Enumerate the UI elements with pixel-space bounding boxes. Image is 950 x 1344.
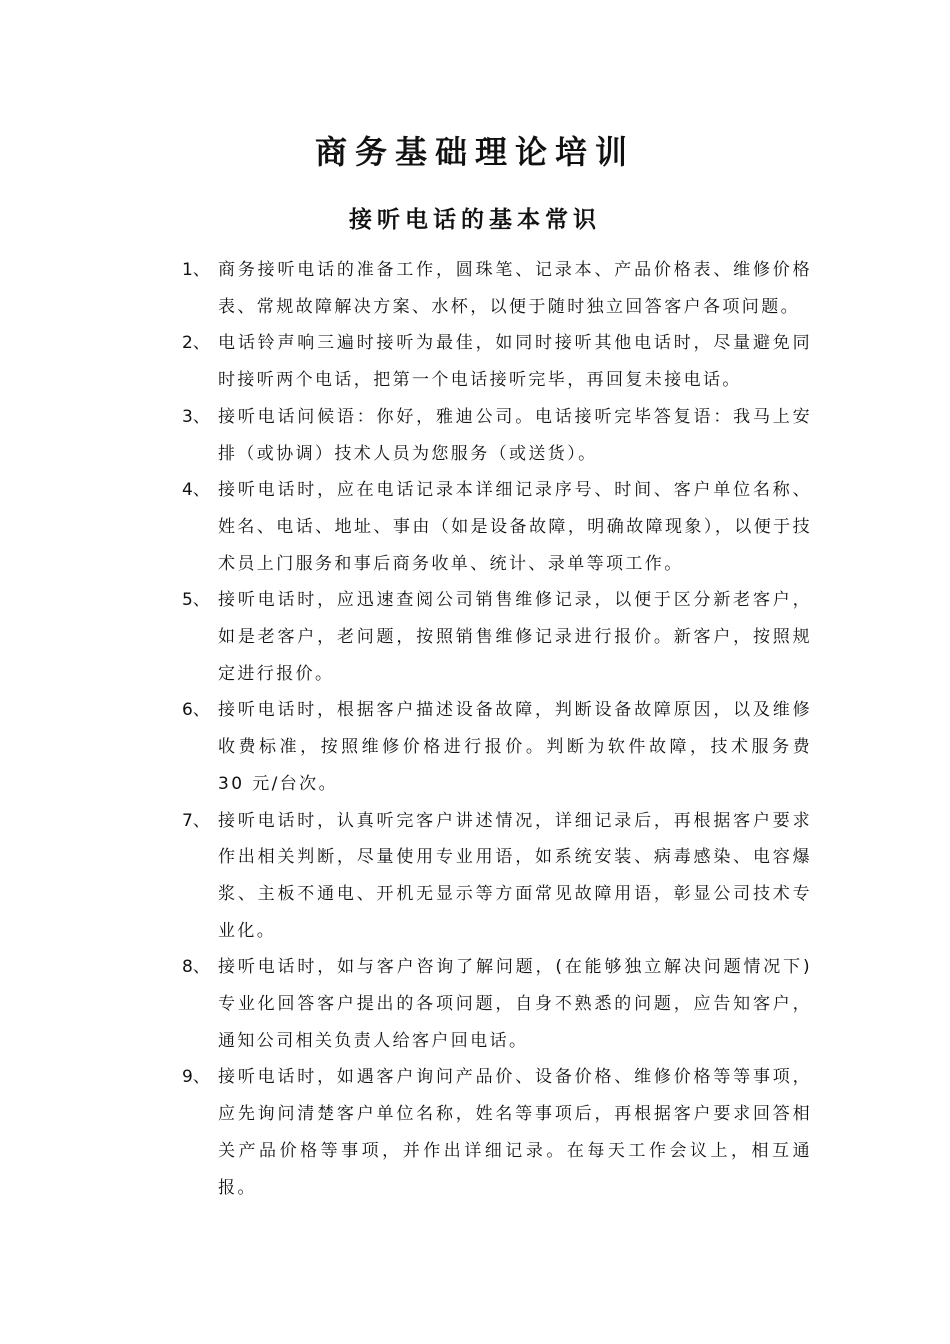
list-item (182, 399, 812, 472)
list-item-text: 接听电话时，应迅速查阅公司销售维修记录，以便于区分新老客户，如是老客户，老问题，按照销售维修记录进行报价。新客户，按照规定进行报价。 (218, 590, 812, 684)
list-item (182, 1059, 812, 1206)
list-item-number: 2、 (182, 333, 210, 354)
list-item-number: 3、 (182, 406, 210, 427)
list-item-number: 6、 (182, 700, 210, 721)
list-item-text: 接听电话时，根据客户描述设备故障，判断设备故障原因，以及维修收费标准，按照维修价格进行报价。判断为软件故障，技术服务费 30 元/台次。 (218, 700, 812, 794)
document-title: 商务基础理论培训 (314, 133, 635, 171)
document-subtitle: 接听电话的基本常识 (349, 207, 601, 233)
list-item-text: 商务接听电话的准备工作，圆珠笔、记录本、产品价格表、维修价格表、常规故障解决方案、水杯，以便于随时独立回答客户各项问题。 (218, 260, 812, 317)
list-item (182, 252, 812, 325)
list-item-text: 接听电话问候语：你好，雅迪公司。电话接听完毕答复语：我马上安排（或协调）技术人员为您服务（或送货）。 (218, 406, 812, 464)
list-item-number: 5、 (182, 590, 210, 611)
list-item (182, 803, 812, 950)
list-item-number: 7、 (182, 810, 210, 831)
list-item-number: 8、 (182, 957, 210, 978)
list-item-text: 接听电话时，应在电话记录本详细记录序号、时间、客户单位名称、姓名、电话、地址、事由（如是设备故障，明确故障现象），以便于技术员上门服务和事后商务收单、统计、录单等项工作。 (218, 480, 812, 574)
list-item-number: 9、 (182, 1067, 210, 1088)
list-item-text: 电话铃声响三遍时接听为最佳，如同时接听其他电话时，尽量避免同时接听两个电话，把第一个电话接听完毕，再回复未接电话。 (218, 333, 812, 391)
list-item (182, 582, 812, 692)
list-item (182, 472, 812, 582)
list-item-text: 接听电话时，认真听完客户讲述情况，详细记录后，再根据客户要求作出相关判断，尽量使用专业用语，如系统安装、病毒感染、电容爆浆、主板不通电、开机无显示等方面常见故障用语，彰显公司技术专业化。 (218, 810, 812, 941)
list-item (182, 325, 812, 398)
list-item-number: 1、 (182, 260, 210, 280)
guideline-list (182, 252, 812, 1206)
list-item-number: 4、 (182, 480, 210, 501)
list-item-text: 接听电话时，如遇客户询问产品价、设备价格、维修价格等等事项，应先询问清楚客户单位名称，姓名等事项后，再根据客户要求回答相关产品价格等事项，并作出详细记录。在每天工作会议上，相互通报。 (218, 1067, 812, 1198)
list-item-text: 接听电话时，如与客户咨询了解问题，(在能够独立解决问题情况下)专业化回答客户提出的各项问题，自身不熟悉的问题，应告知客户，通知公司相关负责人给客户回电话。 (218, 957, 812, 1051)
list-item (182, 949, 812, 1059)
list-item (182, 692, 812, 802)
